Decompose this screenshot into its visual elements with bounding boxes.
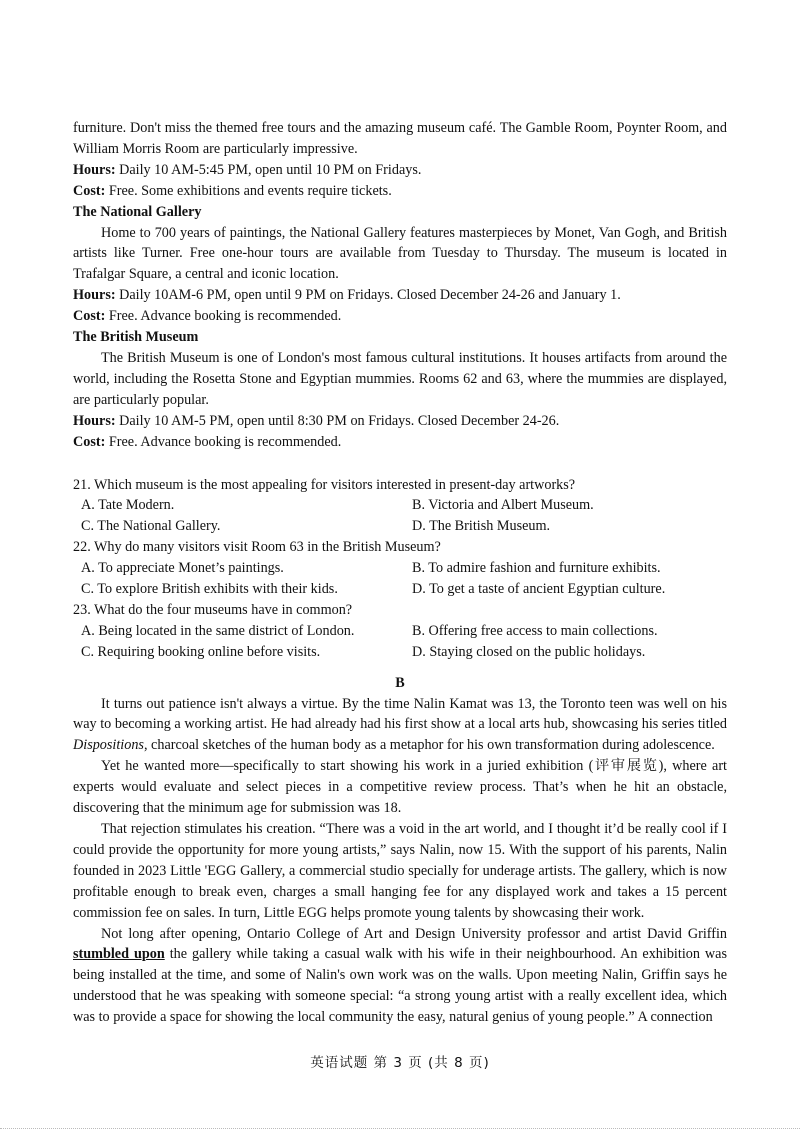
exam-page-body (73, 118, 727, 1028)
question-22 (73, 537, 727, 600)
cost-value: Free. Advance booking is recommended. (105, 433, 342, 450)
option-a: A. To appreciate Monet’s paintings. (81, 560, 284, 577)
underlined-phrase: stumbled upon (73, 946, 165, 963)
question-23 (73, 600, 727, 663)
option-c: C. The National Gallery. (81, 518, 221, 535)
series-title: Dispositions (73, 737, 144, 754)
hours-value: Daily 10 AM-5:45 PM, open until 10 PM on Fridays. (115, 161, 422, 178)
va-hours (73, 160, 727, 181)
ng-hours (73, 285, 727, 306)
option-c: C. Requiring booking online before visits. (81, 643, 321, 660)
cost-value: Free. Some exhibitions and events require tickets. (105, 182, 392, 199)
question-options (73, 621, 727, 663)
cost-label: Cost: (73, 182, 106, 199)
bm-cost (73, 432, 727, 453)
text: , charcoal sketches of the human body as a metaphor for his own transformation during adolescence. (143, 737, 715, 754)
british-museum-description: The British Museum is one of London's most famous cultural institutions. It houses artifacts from around the world, including the Rosetta Stone and Egyptian mummies. Rooms 62 and 63, where the mummies are displayed, are particularly popular. (73, 349, 727, 408)
spacer (73, 453, 727, 475)
option-d: D. Staying closed on the public holidays. (412, 643, 646, 660)
question-stem: 23. What do the four museums have in common? (73, 601, 353, 618)
question-21 (73, 475, 727, 538)
option-b: B. Offering free access to main collections. (412, 622, 658, 639)
passage-b-paragraph-2: Yet he wanted more—specifically to start showing his work in a juried exhibition (评审展览), where art experts would evaluate and select pieces in a competitive review process. That’s when he hit an obstacle, discovering that the minimum age for submission was 18. (73, 758, 727, 817)
cost-value: Free. Advance booking is recommended. (105, 308, 342, 325)
option-b: B. To admire fashion and furniture exhibits. (412, 560, 661, 577)
option-c: C. To explore British exhibits with their kids. (81, 581, 338, 598)
option-d: D. To get a taste of ancient Egyptian culture. (412, 581, 666, 598)
national-gallery-description: Home to 700 years of paintings, the National Gallery features masterpieces by Monet, Van Gogh, and British artists like Turner. Free one-hour tours are available from Tuesday to Thursday. The museum is located in Trafalgar Square, a central and iconic location. (73, 224, 727, 283)
question-options (73, 558, 727, 600)
hours-label: Hours: (73, 287, 116, 304)
question-options (73, 495, 727, 537)
option-a: A. Tate Modern. (81, 497, 175, 514)
hours-value: Daily 10AM-6 PM, open until 9 PM on Fridays. Closed December 24-26 and January 1. (115, 287, 621, 304)
section-b-heading: B (395, 674, 405, 691)
question-stem: 21. Which museum is the most appealing for visitors interested in present-day artworks? (73, 476, 576, 493)
option-b: B. Victoria and Albert Museum. (412, 497, 594, 514)
text: Not long after opening, Ontario College of Art and Design University professor and artist David Griffin (101, 925, 727, 942)
cost-label: Cost: (73, 308, 106, 325)
option-a: A. Being located in the same district of London. (81, 622, 355, 639)
passage-b-paragraph-4 (73, 924, 727, 1029)
text: It turns out patience isn't always a virtue. By the time Nalin Kamat was 13, the Toronto teen was well on his way to becoming a working artist. He had already had his first show at a local arts hub, showcasing his series titled (73, 695, 727, 733)
bottom-dotted-divider (0, 1128, 800, 1130)
passage-b-paragraph-3: That rejection stimulates his creation. “There was a void in the art world, and I thought it’d be really cool if I could provide the opportunity for more young artists,” says Nalin, now 15. With the support of his parents, Nalin founded in 2023 Little 'EGG Gallery, a commercial studio specially for underage artists. The gallery, which is now profitable enough to break even, charges a small hanging fee for any displayed work and takes a 15 percent commission fee on sales. In turn, Little EGG helps promote young talents by showcasing their work. (73, 821, 727, 921)
passage-b-paragraph-1 (73, 694, 727, 757)
question-stem: 22. Why do many visitors visit Room 63 in the British Museum? (73, 539, 441, 556)
bm-hours (73, 411, 727, 432)
cost-label: Cost: (73, 433, 106, 450)
va-description-continued: furniture. Don't miss the themed free tours and the amazing museum café. The Gamble Room, Poynter Room, and William Morris Room are particularly impressive. (73, 120, 727, 157)
british-museum-heading: The British Museum (73, 329, 199, 346)
ng-cost (73, 306, 727, 327)
hours-label: Hours: (73, 161, 116, 178)
hours-label: Hours: (73, 412, 116, 429)
page-footer: 英语试题 第 3 页 (共 8 页) (310, 1055, 490, 1071)
national-gallery-heading: The National Gallery (73, 203, 202, 220)
hours-value: Daily 10 AM-5 PM, open until 8:30 PM on Fridays. Closed December 24-26. (115, 412, 560, 429)
text: the gallery while taking a casual walk with his wife in their neighbourhood. An exhibition was being installed at the time, and some of Nalin's own work was on the walls. Upon meeting Nalin, Griffin says he understood that he was speaking with someone special: “a strong young artist with a really excellent idea, which was to provide a space for showing the local community the easy, natural genius of young people.” A connection (73, 946, 727, 1026)
option-d: D. The British Museum. (412, 518, 551, 535)
va-cost (73, 181, 727, 202)
